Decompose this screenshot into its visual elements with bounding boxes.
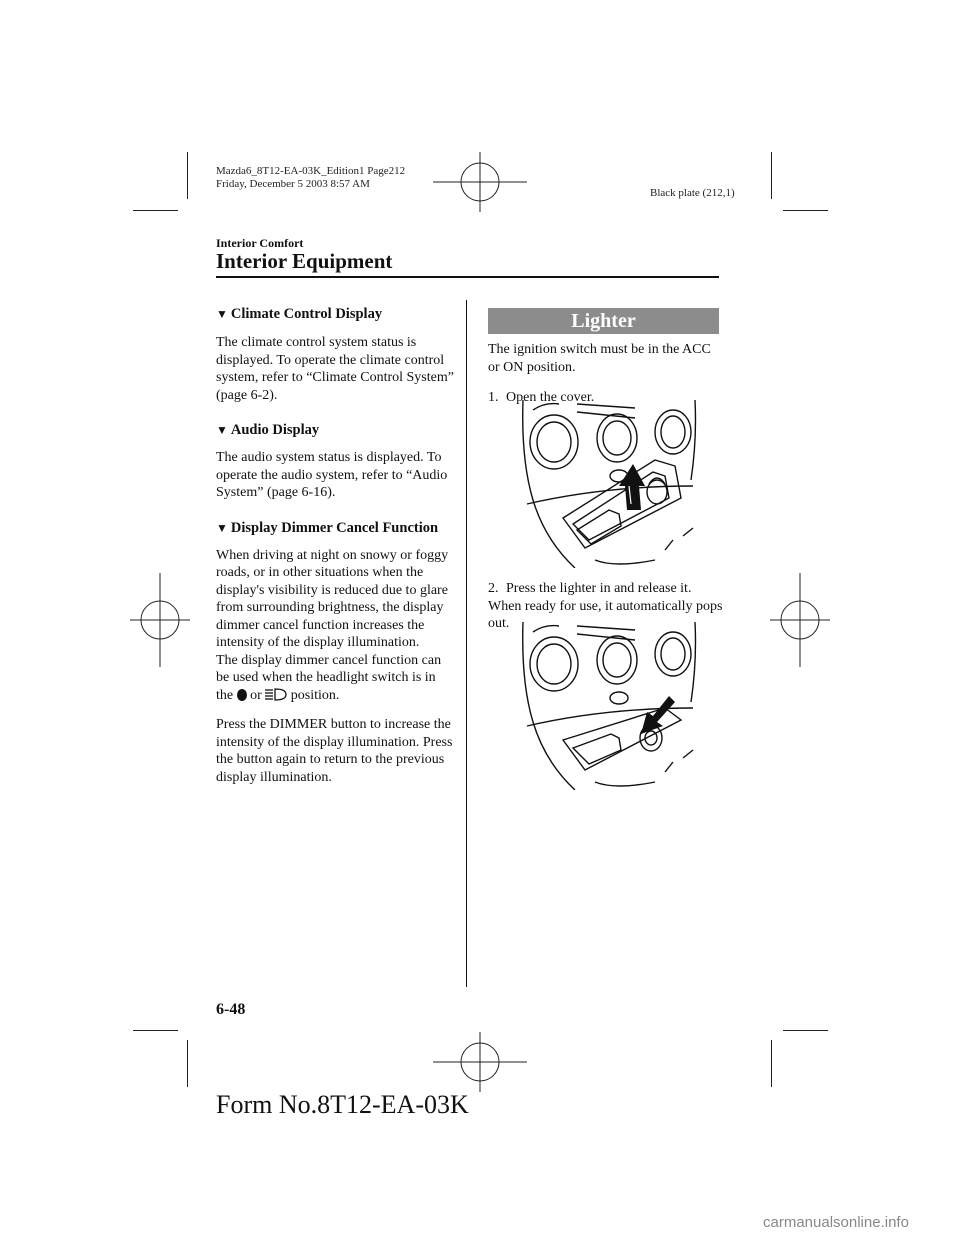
parking-light-icon	[237, 689, 247, 701]
crop-mark	[187, 1040, 188, 1087]
lighter-banner: Lighter	[488, 308, 719, 334]
heading-text: Display Dimmer Cancel Function	[230, 519, 439, 536]
triangle-down-icon: ▼	[216, 520, 228, 535]
column-divider	[466, 300, 467, 987]
crosshair-icon	[433, 1032, 527, 1092]
crop-mark	[771, 1040, 772, 1087]
paragraph: The climate control system status is displayed. To operate the climate control system, refer to “Climate Control System” (page 6-2).	[216, 335, 454, 403]
paragraph	[216, 652, 456, 705]
plate-info: Black plate (212,1)	[650, 187, 735, 199]
left-column	[216, 306, 456, 786]
section-label: Interior Comfort	[216, 236, 304, 250]
heading-text: Audio Display	[230, 422, 320, 438]
lighter-open-cover-illustration	[515, 400, 700, 568]
step-number: 1.	[488, 390, 499, 405]
crop-mark	[771, 152, 772, 199]
lighter-press-illustration	[515, 622, 700, 790]
crop-mark	[783, 210, 828, 211]
heading-dimmer-cancel	[216, 520, 456, 537]
paragraph: When driving at night on snowy or foggy roads, or in other situations when the display's visibility is reduced due to glare from surrounding brightness, the display dimmer cancel function increases the intensity of the display illumination.	[216, 547, 449, 650]
paragraph: The ignition switch must be in the ACC or ON position.	[488, 342, 711, 375]
paragraph: Press the DIMMER button to increase the intensity of the display illumination. Press the button again to return to the previous display illumination.	[216, 717, 453, 785]
paragraph: The audio system status is displayed. To operate the audio system, refer to “Audio System” (page 6-16).	[216, 450, 448, 500]
crosshair-icon	[770, 573, 830, 667]
crop-mark	[783, 1030, 828, 1031]
triangle-down-icon: ▼	[216, 307, 228, 321]
heading-text: Climate Control Display	[230, 306, 383, 322]
triangle-down-icon: ▼	[216, 423, 228, 437]
text-span: The display dimmer cancel function can be used when the headlight switch is in the	[216, 652, 442, 703]
step-text: Press the lighter in and release it. When ready for use, it automatically pops out.	[488, 581, 723, 631]
heading-climate-display	[216, 306, 456, 323]
file-info-line1: Mazda6_8T12-EA-03K_Edition1 Page212	[216, 165, 406, 177]
text-span: or	[250, 687, 262, 703]
step-number: 2.	[488, 581, 499, 596]
crop-mark	[133, 1030, 178, 1031]
page-title: Interior Equipment	[216, 249, 393, 273]
page-number: 6-48	[216, 1001, 246, 1018]
header-rule	[216, 276, 719, 278]
watermark: carmanualsonline.info	[763, 1214, 909, 1231]
right-column	[488, 341, 723, 407]
text-span: position.	[290, 687, 340, 703]
headlight-icon	[265, 688, 287, 701]
heading-audio-display	[216, 422, 456, 439]
crop-mark	[187, 152, 188, 199]
step-text: Open the cover.	[506, 390, 595, 405]
form-number: Form No.8T12-EA-03K	[216, 1090, 469, 1119]
crosshair-icon	[433, 152, 527, 212]
crop-mark	[133, 210, 178, 211]
crosshair-icon	[130, 573, 190, 667]
file-info	[216, 165, 405, 191]
file-info-line2: Friday, December 5 2003 8:57 AM	[216, 178, 370, 190]
